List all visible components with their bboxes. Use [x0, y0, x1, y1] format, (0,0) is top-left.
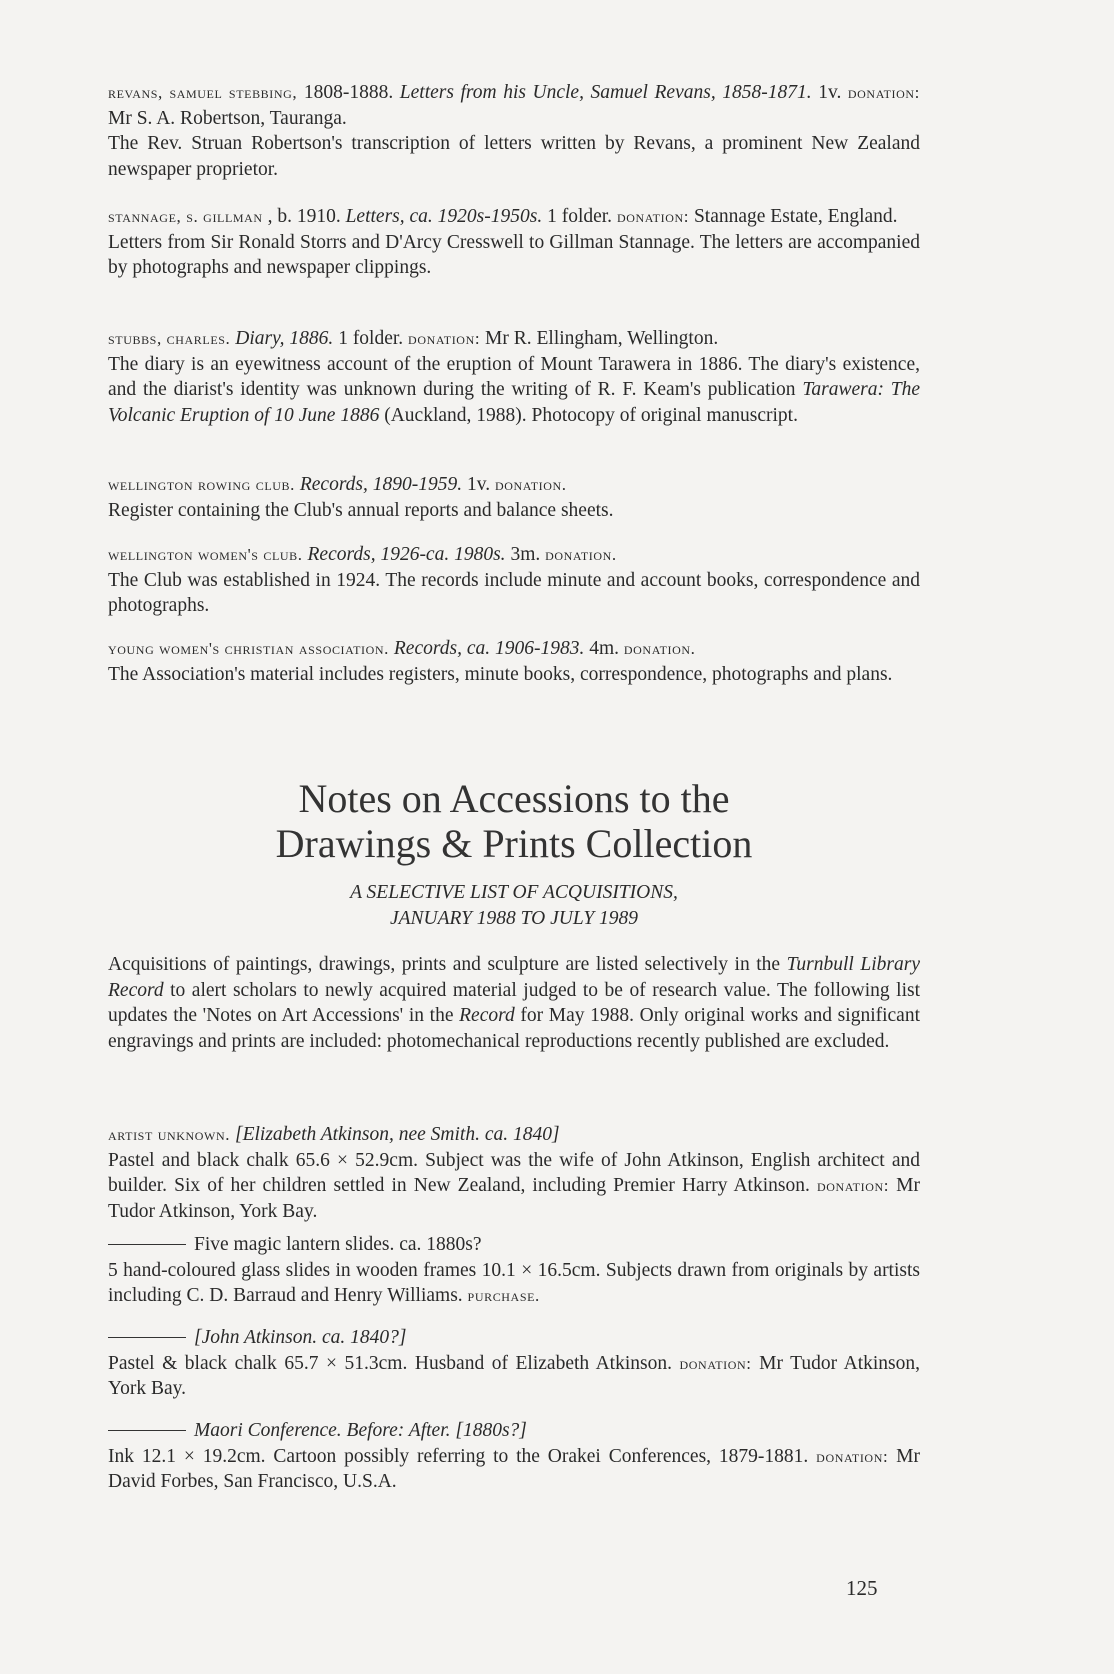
- entry-title: Records, 1890-1959.: [299, 474, 463, 495]
- entry-extent: 1v.: [811, 82, 848, 103]
- entry-extent: 4m.: [584, 638, 624, 659]
- entry-title: Letters from his Uncle, Samuel Revans, 1858-1871.: [399, 82, 812, 103]
- art-entry-text: Ink 12.1 × 19.2cm. Cartoon possibly referring to the Orakei Conferences, 1879-1881.: [108, 1445, 817, 1467]
- entry-note-end: (Auckland, 1988). Photocopy of original manuscript.: [379, 404, 798, 426]
- entry-donor: Mr S. A. Robertson, Tauranga.: [108, 107, 347, 129]
- art-entry-donor: Mr Tudor Atkinson, York Bay.: [108, 1175, 920, 1222]
- entry-stubbs: [108, 326, 920, 428]
- entry-extent: 3m.: [505, 544, 546, 565]
- art-entry-title: [John Atkinson. ca. 1840?]: [194, 1327, 407, 1348]
- entry-note: The Rev. Struan Robertson's transcription of letters written by Revans, a prominent New Zealand newspaper proprietor.: [108, 133, 920, 180]
- entry-extent: 1 folder.: [333, 328, 409, 349]
- entry-note: The diary is an eyewitness account of the eruption of Mount Tarawera in 1886. The diary's existence, and the diarist's identity was unknown during the writing of R. F. Keam's publication: [108, 353, 920, 400]
- art-entry-donor: Mr Tudor Atkinson, York Bay.: [108, 1352, 920, 1399]
- intro-text-3: for May 1988. Only original works and significant engravings and prints are included: photomechanical reproductions recently published are excluded.: [108, 1005, 920, 1052]
- art-entry-text: Pastel & black chalk 65.7 × 51.3cm. Husband of Elizabeth Atkinson.: [108, 1352, 680, 1374]
- entry-stannage: [108, 204, 920, 281]
- entry-revans: [108, 80, 920, 182]
- intro-cited-record: Turnbull Library Record: [108, 954, 920, 1001]
- entry-note-cited-title: Tarawera: The Volcanic Eruption of 10 June 1886: [108, 379, 921, 426]
- ditto-rule: [108, 1244, 186, 1245]
- art-entry-elizabeth: [108, 1122, 920, 1224]
- donation-label: donation.: [545, 545, 617, 564]
- donation-label: donation:: [816, 1446, 889, 1466]
- art-entry-text: 5 hand-coloured glass slides in wooden frames 10.1 × 16.5cm. Subjects drawn from originals by artists including C. D. Barraud and Henry Williams.: [108, 1259, 920, 1306]
- entry-note: Register containing the Club's annual reports and balance sheets.: [108, 499, 614, 521]
- entry-title: Records, 1926-ca. 1980s.: [307, 544, 506, 565]
- section-heading: [108, 776, 920, 866]
- page-number: 125: [846, 1576, 878, 1600]
- entry-name: young women's christian association.: [108, 639, 390, 658]
- entry-title: Diary, 1886.: [235, 328, 334, 349]
- entry-womens-club: [108, 542, 920, 619]
- entry-donor: Mr R. Ellingham, Wellington.: [480, 328, 719, 349]
- entry-womens-club-block: [108, 542, 920, 619]
- entry-name: revans, samuel stebbing,: [108, 83, 298, 102]
- entry-dates: , b. 1910.: [262, 206, 346, 227]
- entry-stubbs-block: [108, 326, 920, 428]
- entry-donor: Stannage Estate, England.: [689, 206, 898, 227]
- ditto-rule: [108, 1430, 186, 1431]
- entry-note: Letters from Sir Ronald Storrs and D'Arcy Cresswell to Gillman Stannage. The letters are accompanied by photographs and newspaper clippings.: [108, 231, 920, 278]
- donation-label: donation.: [495, 475, 567, 494]
- manuscript-entries: [108, 80, 920, 182]
- section-heading-line-1: Notes on Accessions to the: [298, 776, 730, 821]
- intro-text-1: Acquisitions of paintings, drawings, prints and sculpture are listed selectively in the: [108, 954, 787, 975]
- entry-note: The Club was established in 1924. The records include minute and account books, correspondence and photographs.: [108, 569, 920, 616]
- donation-label: donation:: [408, 329, 481, 348]
- art-entry-title: [Elizabeth Atkinson, nee Smith. ca. 1840]: [234, 1124, 560, 1145]
- donation-label: donation:: [816, 1176, 890, 1195]
- donation-label: donation:: [679, 1353, 752, 1373]
- entry-name: wellington rowing club.: [108, 475, 295, 494]
- section-intro: [108, 952, 920, 1054]
- art-entry-john: [108, 1325, 920, 1402]
- entry-dates: 1808-1888.: [297, 82, 400, 103]
- subheading-line-2: JANUARY 1988 TO JULY 1989: [389, 907, 639, 929]
- entry-stannage-block: [108, 204, 920, 281]
- entry-name: stubbs, charles.: [108, 329, 231, 348]
- donation-label: donation:: [616, 207, 690, 226]
- purchase-label: purchase.: [467, 1286, 540, 1305]
- subheading-line-1: A SELECTIVE LIST OF ACQUISITIONS,: [350, 882, 678, 903]
- entry-title: Letters, ca. 1920s-1950s.: [345, 206, 543, 227]
- donation-label: donation.: [623, 639, 696, 658]
- entry-title: Records, ca. 1906-1983.: [393, 638, 585, 659]
- intro-text-2: to alert scholars to newly acquired material judged to be of research value. The following list updates the 'Notes on Art Accessions' in the: [108, 979, 920, 1026]
- entry-ywca: [108, 636, 920, 687]
- art-entry-title: Maori Conference. Before: After. [1880s?]: [194, 1420, 527, 1441]
- entry-ywca-block: [108, 636, 920, 687]
- entry-rowing-block: [108, 472, 920, 523]
- art-entry-text: Pastel and black chalk 65.6 × 52.9cm. Subject was the wife of John Atkinson, English architect and builder. Six of her children settled in New Zealand, including Premier Harry Atkinson.: [108, 1149, 920, 1196]
- art-entry-donor: Mr David Forbes, San Francisco, U.S.A.: [108, 1445, 920, 1492]
- entry-rowing-club: [108, 472, 920, 523]
- entry-extent: 1 folder.: [542, 206, 617, 227]
- section-subheading: [108, 880, 920, 931]
- ditto-rule: [108, 1337, 186, 1338]
- entry-note: The Association's material includes registers, minute books, correspondence, photographs and plans.: [108, 663, 893, 685]
- entry-name: wellington women's club.: [108, 545, 303, 564]
- section-heading-line-2: Drawings & Prints Collection: [275, 821, 753, 866]
- donation-label: donation:: [847, 83, 921, 102]
- art-entry-maori-conference: [108, 1418, 920, 1495]
- art-entry-lantern: [108, 1232, 920, 1309]
- entry-extent: 1v.: [462, 474, 495, 495]
- intro-cited-record-short: Record: [459, 1005, 515, 1026]
- entry-name: stannage, s. gillman: [108, 207, 263, 226]
- art-entry-title: Five magic lantern slides. ca. 1880s?: [194, 1234, 482, 1255]
- art-entry-artist: artist unknown.: [108, 1125, 231, 1144]
